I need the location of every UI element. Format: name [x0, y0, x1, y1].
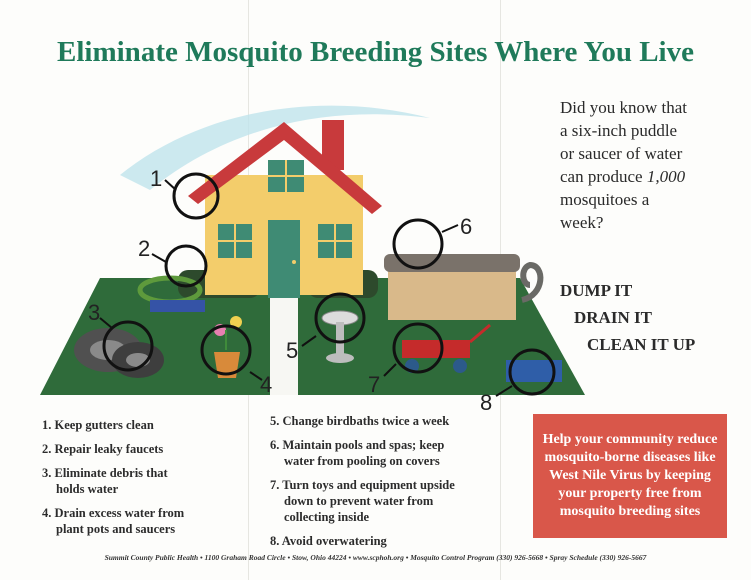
slogan-dump-it: DUMP IT	[560, 281, 633, 300]
tip-item: 6. Maintain pools and spas; keep water from pooling on covers	[270, 438, 445, 468]
tip-item: 3. Eliminate debris that holds water	[42, 466, 168, 496]
callout-number-8: 8	[480, 390, 493, 415]
tip-item: 1. Keep gutters clean	[42, 418, 154, 432]
callout-number-6: 6	[460, 214, 473, 239]
callout-number-7: 7	[368, 372, 381, 397]
tips-list-left	[42, 417, 262, 545]
tip-item: 4. Drain excess water from plant pots and saucers	[42, 506, 185, 536]
did-you-know-fact: Did you know that a six-inch puddle or saucer of water can produce 1,000 mosquitoes a week?	[560, 98, 688, 232]
tip-item: 7. Turn toys and equipment upside down to prevent water from collecting inside	[270, 478, 455, 524]
slogan-clean-it-up: CLEAN IT UP	[587, 335, 696, 354]
tip-item: 2. Repair leaky faucets	[42, 442, 164, 456]
wagon-icon	[402, 340, 470, 358]
tip-item: 8. Avoid overwatering	[270, 534, 387, 548]
page-title: Eliminate Mosquito Breeding Sites Where You Live	[57, 36, 694, 68]
callout-number-2: 2	[138, 236, 151, 261]
front-door	[268, 220, 300, 298]
callout-number-3: 3	[88, 300, 101, 325]
slogan-drain-it: DRAIN IT	[574, 308, 652, 327]
callout-number-1: 1	[150, 166, 163, 191]
footer-contact: Summit County Public Health • 1100 Graham Road Circle • Stow, Ohio 44224 • www.scphoh.org • Mosquito Control Program (330) 926-5668 • Spray Schedule (330) 926-5667	[104, 553, 647, 562]
tip-item: 5. Change birdbaths twice a week	[270, 414, 450, 428]
tarp-blue	[150, 300, 205, 312]
tips-list-right	[270, 413, 520, 557]
callout-number-5: 5	[286, 338, 299, 363]
help-community-box: Help your community reduce mosquito-borne diseases like West Nile Virus by keeping your property free from mosquito breeding sites	[533, 414, 727, 538]
callout-number-4: 4	[260, 372, 273, 397]
